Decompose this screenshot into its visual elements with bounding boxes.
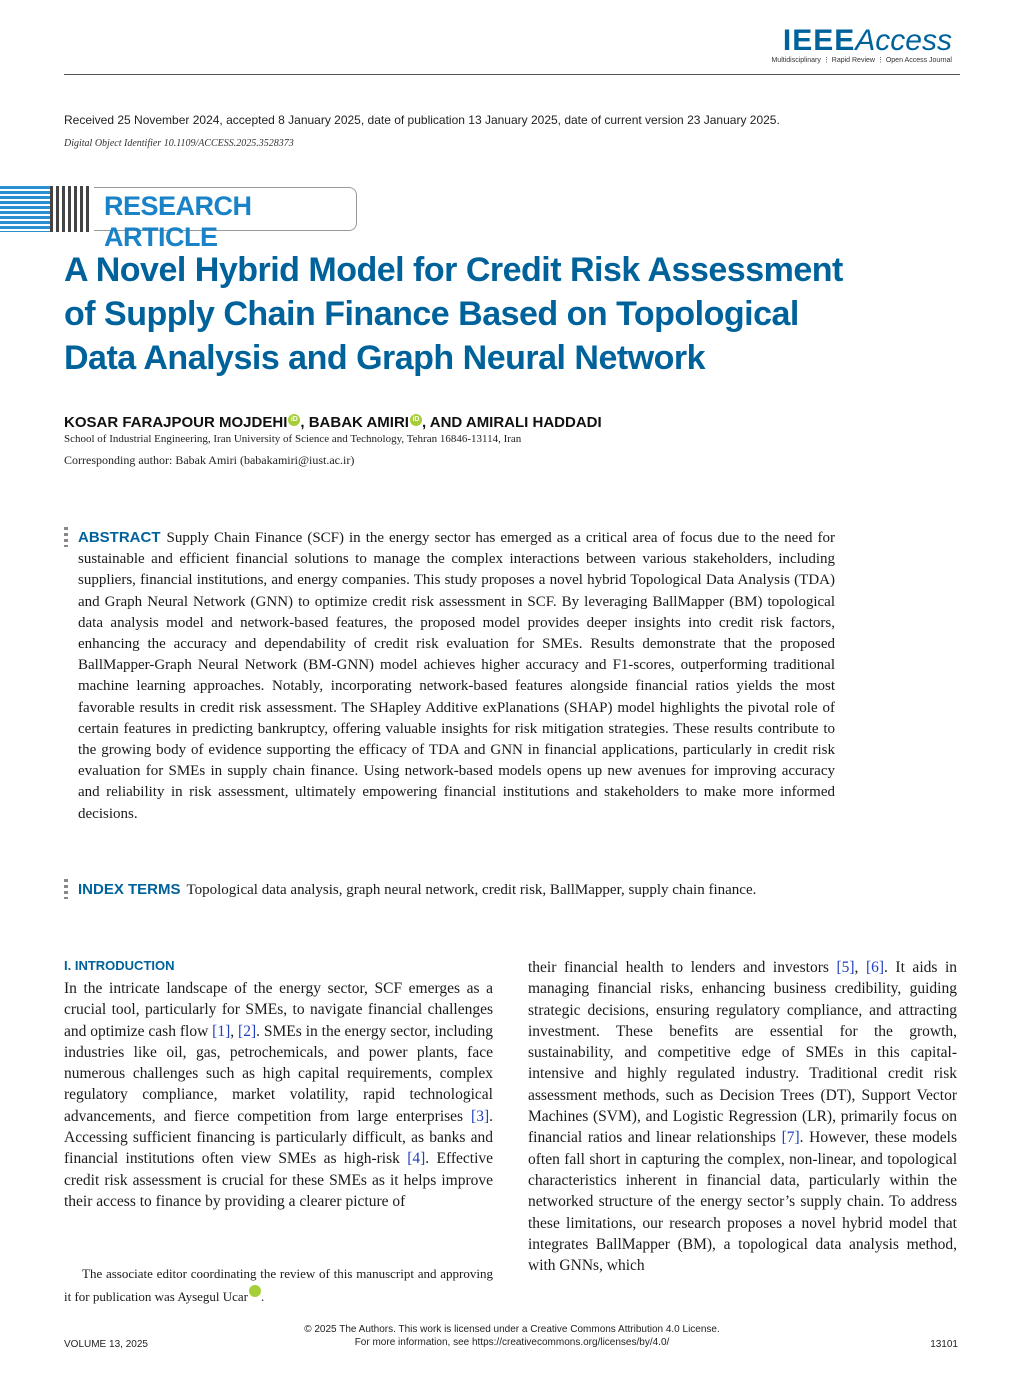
header-rule — [64, 74, 960, 75]
logo-access: Access — [855, 24, 952, 57]
index-terms-text: Topological data analysis, graph neural network, credit risk, BallMapper, supply chain finance. — [186, 882, 757, 898]
citation-link[interactable]: [6] — [865, 959, 885, 976]
left-column-text — [64, 978, 493, 1212]
page-number: 13101 — [930, 1339, 958, 1350]
author-list — [64, 414, 602, 431]
received-dates: Received 25 November 2024, accepted 8 January 2025, date of publication 13 January 2025, date of current version 23 January 2025. — [64, 113, 780, 127]
title-line: A Novel Hybrid Model for Credit Risk Assessment — [64, 251, 843, 289]
abstract-dots — [64, 527, 68, 547]
paragraph-text: In the intricate landscape of the energy sector, SCF emerges as a crucial tool, particularly for SMEs, to navigate financial challenges and optimize cash flow — [64, 980, 493, 1040]
paragraph-text: . Accessing sufficient financing is particularly difficult, as banks and financial institutions often view SMEs as high-risk — [64, 1107, 493, 1168]
title-line: Data Analysis and Graph Neural Network — [64, 339, 706, 377]
license-line: © 2025 The Authors. This work is licensed under a Creative Commons Attribution 4.0 License. — [304, 1324, 720, 1335]
abstract-text: Supply Chain Finance (SCF) in the energy sector has emerged as a critical area of focus due to the need for sustainable and efficient financial solutions to manage the complex interactions between various stakeholders, including suppliers, financial institutions, and energy companies. This study proposes a novel hybrid Topological Data Analysis (TDA) and Graph Neural Network (GNN) to optimize credit risk assessment in SCF. By leveraging BallMapper (BM) topological data analysis model and network-based features, the proposed model provides deeper insights into credit risk factors, enhancing the accuracy and dependability of credit risk evaluation for SMEs. Results demonstrate that the proposed BallMapper-Graph Neural Network (BM-GNN) model achieves higher accuracy and F1-scores, outperforming traditional machine learning approaches. Notably, incorporating network-based features alongside financial ratios yields the most favorable results in credit risk assessment. The SHapley Additive exPlanations (SHAP) model highlights the pivotal role of certain features in predicting bankruptcy, offering valuable insights for risk mitigation strategies. These results contribute to the growing body of evidence supporting the efficacy of TDA and GNN in financial applications, particularly in credit risk evaluation for SMEs in supply chain finance. Using network-based models opens up new avenues for improving accuracy and reliability in risk assessment, ultimately empowering financial institutions and stakeholders to make more informed decisions. — [78, 530, 835, 822]
citation-link[interactable]: [5] — [836, 959, 855, 976]
author-name: , BABAK AMIRI — [300, 414, 409, 431]
orcid-icon[interactable]: iD — [249, 1285, 261, 1297]
banner-stripes — [0, 186, 50, 232]
title-line: of Supply Chain Finance Based on Topological — [64, 295, 799, 333]
citation-link[interactable]: [4] — [407, 1150, 426, 1168]
paper-title — [64, 248, 924, 380]
index-terms-dots — [64, 879, 68, 899]
paragraph-text: . Effective credit risk assessment is crucial for these SMEs as it helps improve their access to finance by providing a clearer picture of — [64, 1150, 493, 1210]
citation-link[interactable]: [2] — [238, 1022, 257, 1040]
paragraph-text: , — [854, 959, 866, 976]
footnote-text: The associate editor coordinating the review of this manuscript and approving it for publication was Aysegul Ucar — [64, 1266, 493, 1304]
affiliation: School of Industrial Engineering, Iran University of Science and Technology, Tehran 16846-13114, Iran — [64, 433, 522, 445]
paragraph-text: their financial health to lenders and investors — [528, 959, 837, 976]
editor-footnote — [64, 1262, 493, 1308]
paragraph-text: . However, these models often fall short in capturing the complex, non-linear, and topological characteristics inherent in financial data, particularly within the networked structure of the energy sector’s supply chain. To address these limitations, our research proposes a novel hybrid model that integrates BallMapper (BM), a topological data analysis method, with GNNs, which — [528, 1129, 958, 1275]
license-notice — [0, 1323, 1024, 1349]
author-name: , AND AMIRALI HADDADI — [421, 414, 602, 431]
author-name: KOSAR FARAJPOUR MOJDEHI — [64, 414, 288, 431]
citation-link[interactable]: [1] — [212, 1022, 231, 1040]
section-heading: I. INTRODUCTION — [64, 958, 175, 973]
banner-bars — [50, 186, 90, 232]
citation-link[interactable]: [3] — [471, 1107, 490, 1125]
article-type-banner — [0, 186, 360, 252]
citation-link[interactable]: [7] — [781, 1129, 800, 1147]
paragraph-text: , — [230, 1022, 239, 1040]
license-link[interactable]: For more information, see https://creativecommons.org/licenses/by/4.0/ — [354, 1337, 670, 1348]
abstract — [78, 527, 835, 825]
journal-logo — [771, 24, 952, 64]
orcid-icon[interactable]: iD — [410, 414, 422, 426]
footnote-end: . — [261, 1289, 265, 1304]
volume-label: VOLUME 13, 2025 — [64, 1339, 148, 1350]
index-terms — [78, 879, 835, 901]
banner-label: RESEARCH ARTICLE — [104, 191, 252, 252]
abstract-label: ABSTRACT — [78, 529, 161, 546]
corresponding-author: Corresponding author: Babak Amiri (babakamiri@iust.ac.ir) — [64, 453, 355, 467]
logo-ieee: IEEE — [782, 24, 856, 57]
doi: Digital Object Identifier 10.1109/ACCESS.2025.3528373 — [64, 138, 294, 149]
logo-tagline: Multidisciplinary ⋮ Rapid Review ⋮ Open Access Journal — [771, 57, 952, 64]
paragraph-text: . SMEs in the energy sector, including industries like oil, gas, petrochemicals, and power plants, face numerous challenges such as high capital requirements, complex regulatory compliance, market volatility, rapid technological advancements, and fierce competition from large enterprises — [64, 1022, 493, 1125]
paragraph-text: . It aids in managing financial risks, enhancing business credibility, guiding strategic decisions, ensuring regulatory compliance, and attracting investment. These benefits are essential for the growth, sustainability, and competitive edge of SMEs in this capital-intensive and highly regulated industry. Traditional credit risk assessment methods, such as Decision Trees (DT), Support Vector Machines (SVM), and Logistic Regression (LR), primarily focus on financial ratios and linear relationships — [528, 959, 957, 1147]
index-terms-label: INDEX TERMS — [78, 881, 181, 898]
right-column-text — [528, 957, 957, 1276]
orcid-icon[interactable]: iD — [288, 414, 300, 426]
